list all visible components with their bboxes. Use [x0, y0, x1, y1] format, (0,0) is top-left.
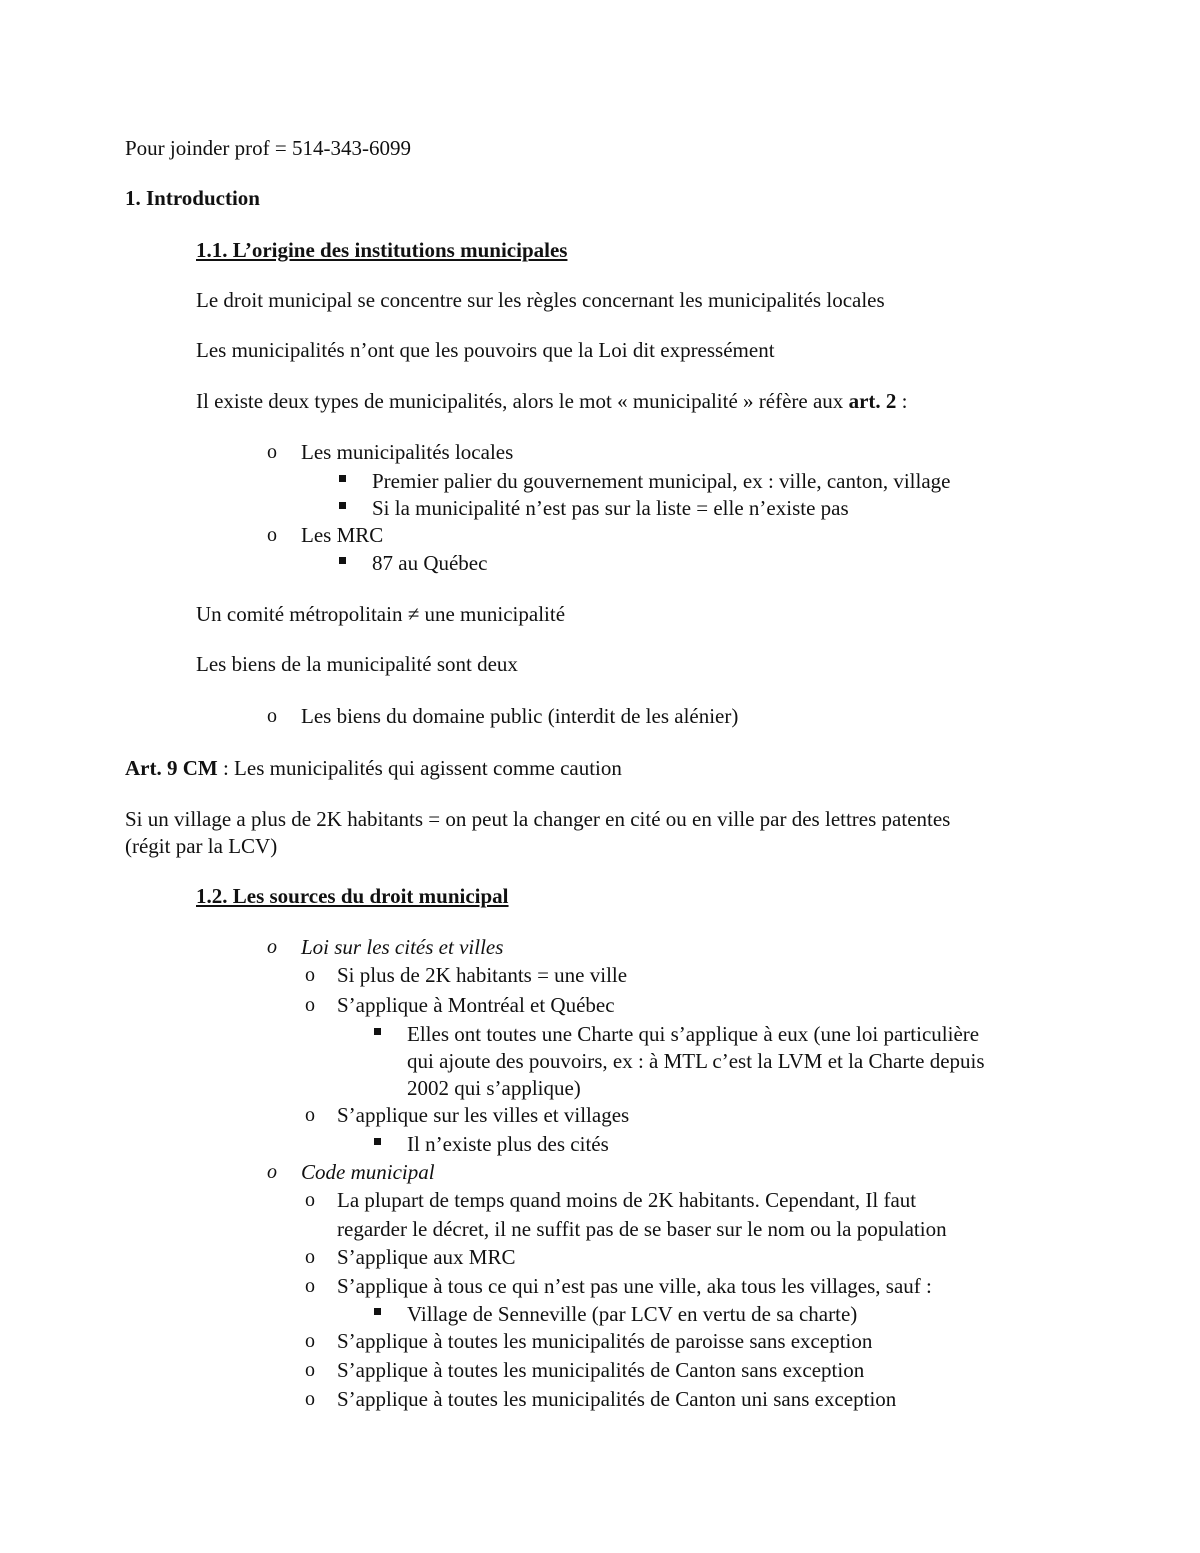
square-bullet-icon [339, 557, 346, 564]
square-bullet-icon [374, 1138, 381, 1145]
paragraph-droit-municipal: Le droit municipal se concentre sur les règles concernant les municipalités locales [196, 288, 885, 312]
list-item: Si plus de 2K habitants = une ville [337, 963, 628, 987]
square-bullet-icon [339, 475, 346, 482]
list-item: 87 au Québec [372, 551, 488, 575]
article-reference: art. 2 [848, 389, 897, 413]
list-item: S’applique sur les villes et villages [337, 1103, 630, 1127]
section-heading-introduction: 1. Introduction [125, 186, 260, 210]
square-bullet-icon [374, 1028, 381, 1035]
list-item: S’applique à toutes les municipalités de paroisse sans exception [337, 1329, 873, 1353]
circle-bullet-icon: o [305, 1359, 315, 1381]
circle-bullet-icon: o [305, 1275, 315, 1297]
list-item-line: qui ajoute des pouvoirs, ex : à MTL c’est la LVM et la Charte depuis [407, 1049, 985, 1073]
paragraph-art9 [125, 754, 622, 782]
paragraph-village-line-1: Si un village a plus de 2K habitants = on peut la changer en cité ou en ville par des lettres patentes [125, 807, 951, 831]
list-item: S’applique à tous ce qui n’est pas une ville, aka tous les villages, sauf : [337, 1274, 932, 1298]
list-item: Les municipalités locales [301, 440, 514, 464]
paragraph-types-municipalites [196, 387, 907, 415]
circle-bullet-icon: o [267, 936, 277, 958]
subsection-heading-origine: 1.1. L’origine des institutions municipales [196, 238, 568, 262]
list-item: S’applique aux MRC [337, 1245, 516, 1269]
square-bullet-icon [374, 1308, 381, 1315]
paragraph-text: : Les municipalités qui agissent comme caution [217, 756, 622, 780]
list-item: Les MRC [301, 523, 384, 547]
subsection-heading-sources: 1.2. Les sources du droit municipal [196, 884, 509, 908]
paragraph-comite: Un comité métropolitain ≠ une municipalité [196, 602, 566, 626]
paragraph-biens: Les biens de la municipalité sont deux [196, 652, 518, 676]
circle-bullet-icon: o [305, 1104, 315, 1126]
circle-bullet-icon: o [305, 994, 315, 1016]
circle-bullet-icon: o [305, 1189, 315, 1211]
contact-line: Pour joinder prof = 514-343-6099 [125, 136, 411, 160]
circle-bullet-icon: o [305, 1246, 315, 1268]
list-item: Si la municipalité n’est pas sur la liste = elle n’existe pas [372, 496, 849, 520]
circle-bullet-icon: o [305, 964, 315, 986]
circle-bullet-icon: o [267, 1161, 277, 1183]
circle-bullet-icon: o [267, 524, 277, 546]
list-item: S’applique à toutes les municipalités de Canton sans exception [337, 1358, 865, 1382]
list-item: Village de Senneville (par LCV en vertu de sa charte) [407, 1302, 858, 1326]
circle-bullet-icon: o [305, 1388, 315, 1410]
list-item-line: regarder le décret, il ne suffit pas de se baser sur le nom ou la population [337, 1217, 947, 1241]
list-item: Les biens du domaine public (interdit de les alénier) [301, 704, 739, 728]
list-item: S’applique à toutes les municipalités de Canton uni sans exception [337, 1387, 897, 1411]
circle-bullet-icon: o [267, 705, 277, 727]
paragraph-text: Il existe deux types de municipalités, alors le mot « municipalité » réfère aux [196, 389, 849, 413]
circle-bullet-icon: o [267, 441, 277, 463]
list-item-line: La plupart de temps quand moins de 2K habitants. Cependant, Il faut [337, 1188, 917, 1212]
circle-bullet-icon: o [305, 1330, 315, 1352]
paragraph-text-end: : [896, 389, 908, 413]
list-item-lcv: Loi sur les cités et villes [301, 935, 504, 959]
list-item: Il n’existe plus des cités [407, 1132, 609, 1156]
list-item-line: 2002 qui s’applique) [407, 1076, 581, 1100]
square-bullet-icon [339, 502, 346, 509]
list-item: S’applique à Montréal et Québec [337, 993, 615, 1017]
paragraph-pouvoirs: Les municipalités n’ont que les pouvoirs que la Loi dit expressément [196, 338, 775, 362]
list-item-line: Elles ont toutes une Charte qui s’applique à eux (une loi particulière [407, 1022, 980, 1046]
list-item: Premier palier du gouvernement municipal, ex : ville, canton, village [372, 469, 951, 493]
article-reference: Art. 9 CM [125, 756, 218, 780]
paragraph-village-line-2: (régit par la LCV) [125, 834, 278, 858]
list-item-cm: Code municipal [301, 1160, 435, 1184]
